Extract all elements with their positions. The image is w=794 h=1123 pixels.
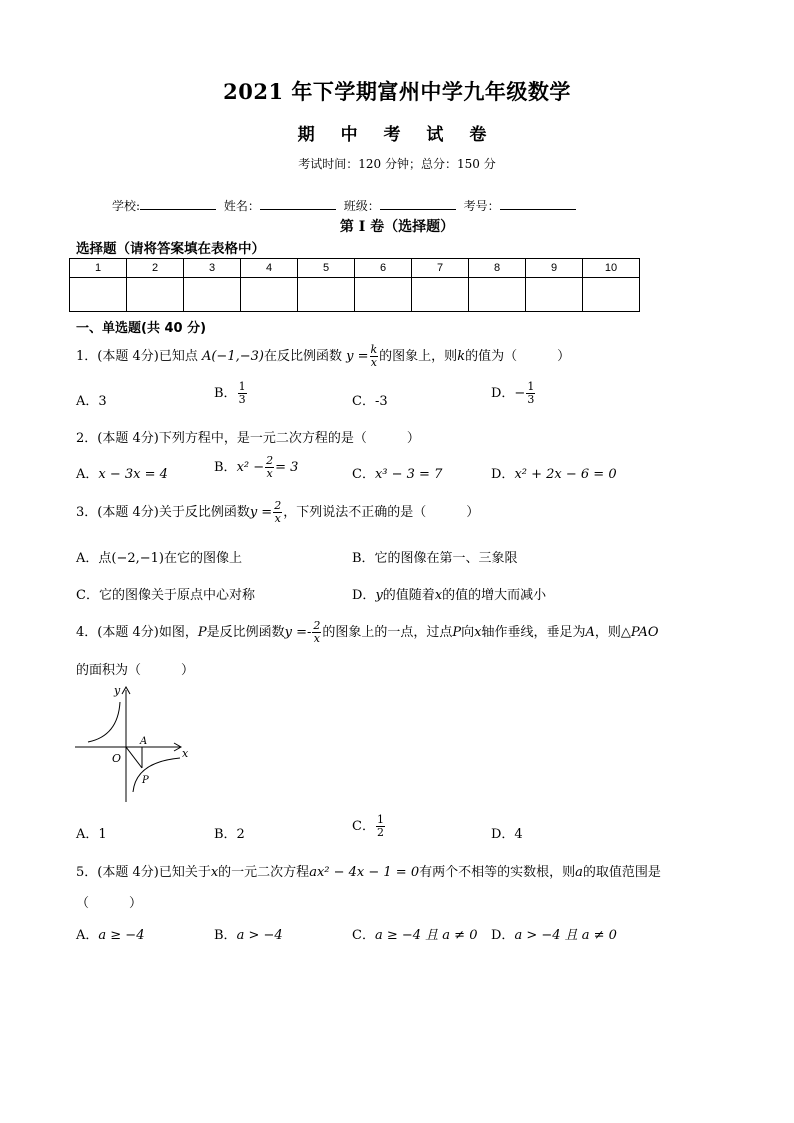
answer-cell[interactable] — [583, 278, 640, 312]
answer-table-answer-row — [70, 278, 640, 312]
answer-cell[interactable] — [469, 278, 526, 312]
fraction: $\frac{1}{3}$ — [527, 380, 535, 406]
q1-option-c[interactable]: C．-3 — [352, 394, 388, 409]
field-label-number: 考号： — [463, 199, 500, 213]
q2-option-b[interactable]: B．x² − $\frac{2}{x}$ = 3 — [214, 454, 299, 480]
q4-option-c[interactable]: C． $\frac{1}{2}$ — [352, 813, 384, 839]
q3-option-c[interactable]: C．它的图像关于原点中心对称 — [76, 588, 255, 603]
fraction: $\frac{2}{x}$ — [313, 619, 321, 645]
fraction: $\frac{2}{x}$ — [274, 499, 282, 525]
answer-col-header: 4 — [241, 259, 298, 278]
q5-option-c[interactable]: C．a ≥ −4 且 a ≠ 0 — [352, 928, 478, 943]
segment-po — [126, 747, 142, 768]
question-4-stem: 4．(本题 4分)如图，P是反比例函数y =- $\frac{2}{x}$ 的图象上的一点，过点P向x轴作垂线，垂足为A，则△PAO — [76, 619, 659, 645]
answer-cell[interactable] — [184, 278, 241, 312]
answer-cell[interactable] — [526, 278, 583, 312]
answer-col-header: 3 — [184, 259, 241, 278]
answer-col-header: 8 — [469, 259, 526, 278]
fraction: $\frac{1}{2}$ — [376, 813, 384, 839]
answer-cell[interactable] — [241, 278, 298, 312]
question-4-line2: 的面积为（ ） — [76, 663, 195, 678]
hyperbola-branch-upper — [88, 702, 120, 742]
fraction: $\frac{k}{x}$ — [370, 343, 378, 369]
field-label-school: 学校: — [112, 199, 141, 213]
answer-col-header: 10 — [583, 259, 640, 278]
exam-info: 考试时间：120 分钟；总分：150 分 — [298, 157, 496, 171]
field-label-class: 班级： — [343, 199, 380, 213]
part-heading: 第 I 卷（选择题） — [339, 219, 455, 235]
q5-option-a[interactable]: A．a ≥ −4 — [76, 928, 145, 943]
q2-option-c[interactable]: C．x³ − 3 = 7 — [352, 467, 443, 482]
label-o: O — [112, 752, 122, 765]
fraction: $\frac{1}{3}$ — [238, 380, 246, 406]
answer-col-header: 6 — [355, 259, 412, 278]
q4-option-b[interactable]: B．2 — [214, 827, 245, 842]
answer-col-header: 1 — [70, 259, 127, 278]
class-blank[interactable] — [380, 197, 456, 210]
label-a: A — [140, 736, 148, 747]
q1-option-d[interactable]: D．− $\frac{1}{3}$ — [491, 380, 535, 406]
answer-cell[interactable] — [355, 278, 412, 312]
answer-col-header: 9 — [526, 259, 583, 278]
question-1-stem: 1．(本题 4分)已知点 A(−1,−3)在反比例函数 y = $\frac{k}{x}$ 的图象上，则k的值为（ ） — [76, 343, 571, 369]
name-blank[interactable] — [260, 197, 336, 210]
q1-option-b[interactable]: B． $\frac{1}{3}$ — [214, 380, 246, 406]
answer-col-header: 7 — [412, 259, 469, 278]
q4-option-d[interactable]: D．4 — [491, 827, 523, 842]
q2-option-d[interactable]: D．x² + 2x − 6 = 0 — [491, 467, 617, 482]
field-label-name: 姓名： — [223, 199, 260, 213]
label-x: x — [182, 747, 189, 760]
q3-option-a[interactable]: A．点(−2,−1)在它的图像上 — [76, 551, 242, 566]
section-heading: 一、单选题(共 40 分) — [76, 321, 207, 336]
answer-table-header-row — [70, 259, 640, 278]
hyperbola-branch-lower — [133, 758, 180, 792]
question-3-stem: 3．(本题 4分)关于反比例函数y = $\frac{2}{x}$ ，下列说法不正确的是（ ） — [76, 499, 480, 525]
q4-option-a[interactable]: A．1 — [76, 827, 107, 842]
q1-option-a[interactable]: A．3 — [76, 394, 107, 409]
q2-option-a[interactable]: A．x − 3x = 4 — [76, 467, 168, 482]
answer-col-header: 5 — [298, 259, 355, 278]
question-2-stem: 2．(本题 4分)下列方程中，是一元二次方程的是（ ） — [76, 431, 420, 446]
q3-option-d[interactable]: D．y的值随着x的值的增大而减小 — [352, 588, 547, 603]
student-fields — [112, 197, 580, 214]
page-subtitle: 期 中 考 试 卷 — [297, 125, 497, 145]
number-blank[interactable] — [500, 197, 576, 210]
question-5-line2: （ ） — [76, 896, 143, 911]
answer-col-header: 2 — [127, 259, 184, 278]
answer-cell[interactable] — [127, 278, 184, 312]
point-a: A(−1,−3) — [201, 349, 264, 364]
q3-option-b[interactable]: B．它的图像在第一、三象限 — [352, 551, 518, 566]
hyperbola-figure — [70, 682, 195, 807]
page-title: 2021 年下学期富州中学九年级数学 — [223, 79, 571, 104]
school-blank[interactable] — [140, 197, 216, 210]
answer-cell[interactable] — [412, 278, 469, 312]
answer-table — [69, 258, 640, 312]
fraction: $\frac{2}{x}$ — [266, 454, 274, 480]
q5-option-d[interactable]: D．a > −4 且 a ≠ 0 — [491, 928, 617, 943]
answer-cell[interactable] — [70, 278, 127, 312]
label-p: P — [142, 775, 149, 786]
label-y: y — [114, 684, 121, 697]
answer-cell[interactable] — [298, 278, 355, 312]
answer-table-title: 选择题（请将答案填在表格中） — [76, 241, 265, 257]
q5-option-b[interactable]: B．a > −4 — [214, 928, 283, 943]
question-5-stem: 5．(本题 4分)已知关于x的一元二次方程ax² − 4x − 1 = 0有两个不相等的实数根，则a的取值范围是 — [76, 865, 661, 880]
